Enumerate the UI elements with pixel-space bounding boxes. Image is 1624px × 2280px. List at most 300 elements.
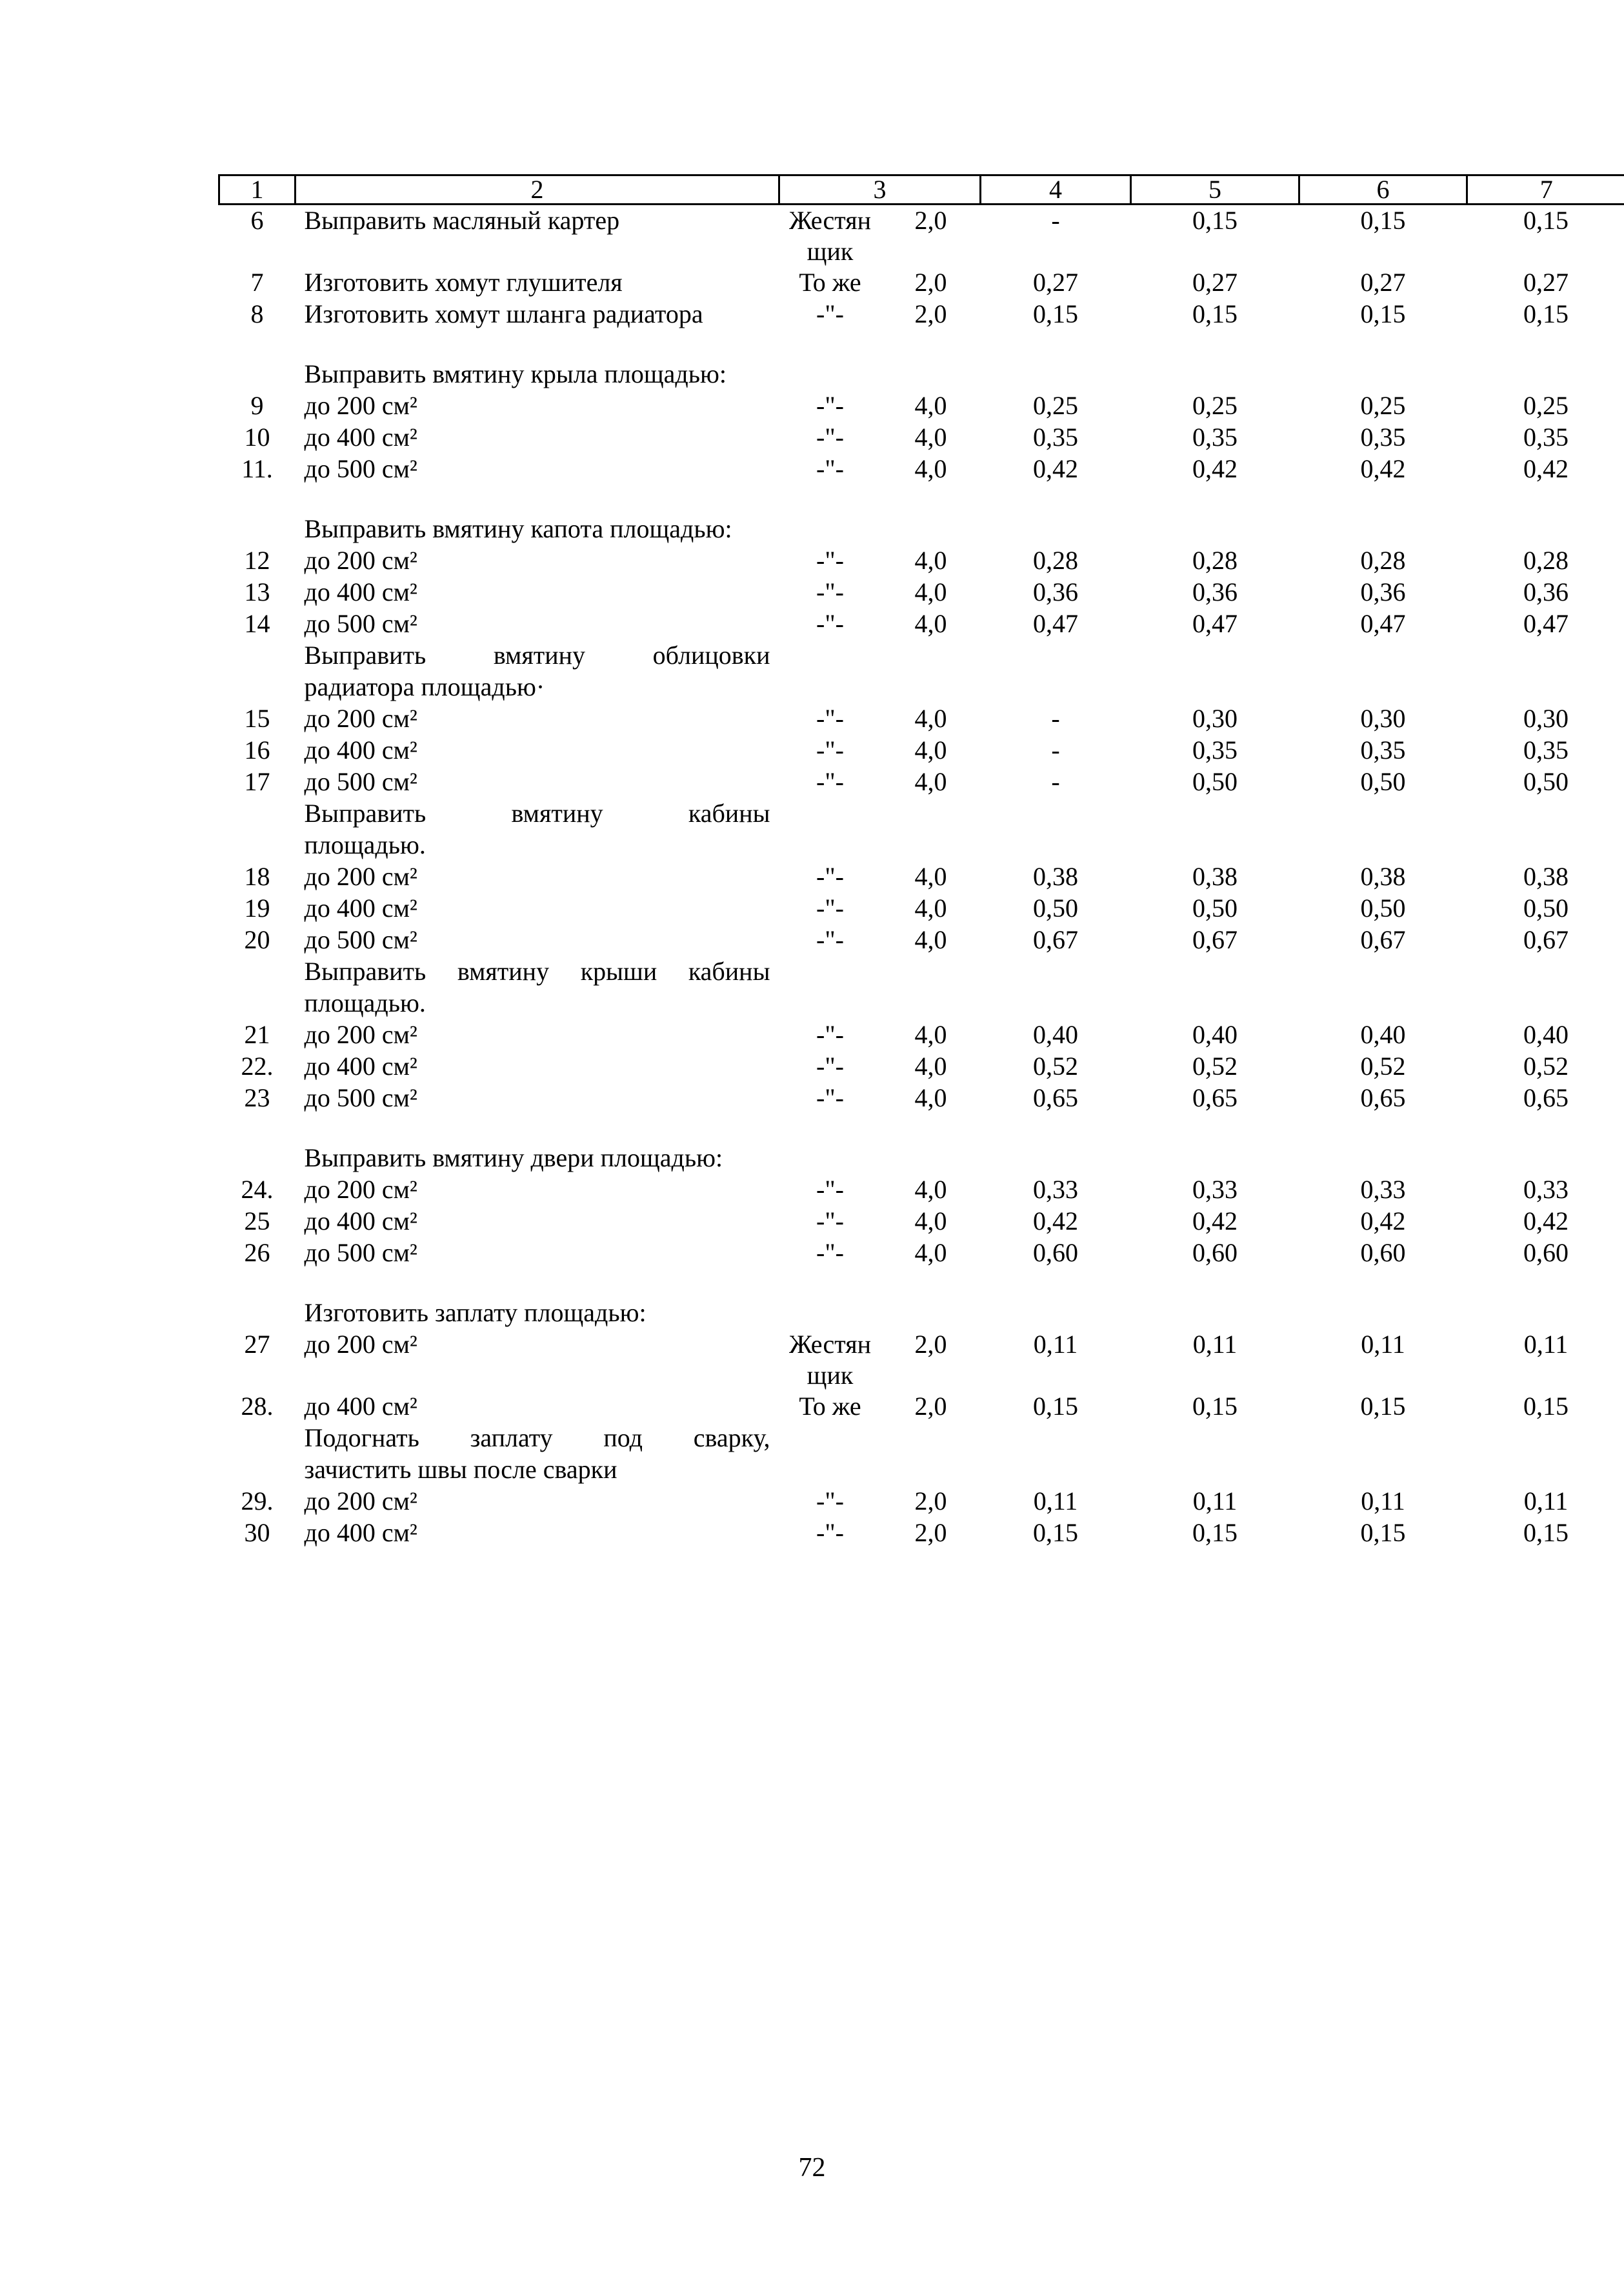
norm-col-5: 0,15: [1192, 206, 1238, 235]
category: 2,0: [914, 1330, 947, 1359]
work-description: до 200 см²: [304, 1020, 417, 1049]
worker: [779, 830, 881, 861]
category: 4,0: [914, 1020, 947, 1049]
row-number: [219, 1297, 296, 1329]
norm-col-5: 0,50: [1192, 767, 1238, 796]
group-heading-row: [219, 1297, 1624, 1329]
group-heading-row: [219, 640, 1624, 672]
norm-col-7: [1467, 988, 1624, 1019]
row-number: 10: [244, 423, 270, 452]
group-heading-row: [219, 956, 1624, 988]
worker: -"-: [816, 546, 844, 575]
norm-col-7: 0,15: [1523, 1518, 1569, 1547]
norm-col-4: [981, 988, 1131, 1019]
worker: То же: [799, 268, 861, 297]
category: 4,0: [914, 454, 947, 483]
row-number: 17: [244, 767, 270, 796]
norm-col-7: 0,35: [1523, 735, 1569, 765]
table-row: [219, 1051, 1624, 1083]
norm-col-5: 0,36: [1192, 577, 1238, 606]
group-heading-row: [219, 359, 1624, 390]
category: [881, 830, 981, 861]
norm-col-5: 0,28: [1192, 546, 1238, 575]
work-description: до 400 см²: [304, 423, 417, 452]
category: 4,0: [914, 1083, 947, 1112]
norm-col-7: [1467, 956, 1624, 988]
category: 2,0: [914, 299, 947, 328]
norm-col-5: 0,33: [1192, 1175, 1238, 1204]
work-description: Изготовить заплату площадью:: [304, 1298, 647, 1327]
norm-col-7: [1467, 514, 1624, 545]
norm-col-6: [1299, 359, 1467, 390]
work-description: до 400 см²: [304, 1052, 417, 1081]
row-number: [219, 798, 296, 830]
norm-col-6: 0,25: [1360, 391, 1406, 420]
norm-col-6: [1299, 1143, 1467, 1174]
table-row: [219, 1237, 1624, 1269]
norm-col-7: [1467, 359, 1624, 390]
row-number: 16: [244, 735, 270, 765]
norm-col-5: [1131, 640, 1299, 672]
norm-col-4: 0,47: [1033, 609, 1078, 638]
header-col-6: 6: [1299, 175, 1467, 205]
norm-col-4: [981, 956, 1131, 988]
row-number: [219, 830, 296, 861]
norm-col-4: [981, 672, 1131, 703]
worker: -"-: [816, 1052, 844, 1081]
row-number: 19: [244, 894, 270, 923]
category: 4,0: [914, 1238, 947, 1267]
row-number: 24.: [241, 1175, 274, 1204]
norm-col-5: 0,11: [1192, 1486, 1238, 1515]
norm-col-7: 0,40: [1523, 1020, 1569, 1049]
norm-col-6: 0,42: [1360, 454, 1406, 483]
norm-col-5: 0,15: [1192, 1392, 1238, 1421]
work-description: Изготовить хомут глушителя: [304, 268, 623, 297]
table-header-row: [219, 175, 1624, 205]
row-number: [219, 1143, 296, 1174]
table-row: [219, 861, 1624, 893]
spacer-cell: [219, 1114, 1624, 1143]
category: [881, 956, 981, 988]
norm-col-6: 0,15: [1360, 1392, 1406, 1421]
norm-col-4: -: [1051, 767, 1060, 796]
norm-col-6: 0,33: [1360, 1175, 1406, 1204]
norm-col-6: 0,40: [1360, 1020, 1406, 1049]
norm-col-7: 0,15: [1523, 299, 1569, 328]
header-col-7: 7: [1467, 175, 1624, 205]
norm-col-5: 0,15: [1192, 1518, 1238, 1547]
category: 4,0: [914, 925, 947, 954]
norms-table: [218, 174, 1624, 1549]
norm-col-6: 0,28: [1360, 546, 1406, 575]
norm-col-4: 0,50: [1033, 894, 1078, 923]
group-heading-row: [219, 1423, 1624, 1454]
norm-col-5: 0,38: [1192, 862, 1238, 891]
worker: -"-: [816, 1083, 844, 1112]
norm-col-7: 0,52: [1523, 1052, 1569, 1081]
norm-col-4: 0,15: [1033, 299, 1078, 328]
norm-col-7: 0,67: [1523, 925, 1569, 954]
row-number: [219, 956, 296, 988]
norm-col-7: 0,50: [1523, 894, 1569, 923]
row-number: 15: [244, 704, 270, 733]
worker: -"-: [816, 1175, 844, 1204]
table-row: [219, 925, 1624, 956]
norm-col-4: 0,42: [1033, 454, 1078, 483]
row-number: 29.: [241, 1486, 274, 1515]
category: [881, 640, 981, 672]
work-description: площадью.: [304, 988, 426, 1017]
spacer-row: [219, 1114, 1624, 1143]
work-description: площадью.: [304, 830, 426, 859]
table-row: [219, 703, 1624, 735]
worker: [779, 798, 881, 830]
row-number: [219, 359, 296, 390]
worker: [779, 988, 881, 1019]
header-col-2: 2: [296, 175, 779, 205]
norm-col-5: [1131, 1454, 1299, 1486]
work-description: до 500 см²: [304, 767, 417, 796]
norm-col-7: 0,33: [1523, 1175, 1569, 1204]
work-description: [296, 798, 779, 830]
work-description: до 500 см²: [304, 1083, 417, 1112]
category: 4,0: [914, 862, 947, 891]
justified-text: [305, 956, 770, 987]
row-number: 12: [244, 546, 270, 575]
table-row: [219, 1391, 1624, 1423]
work-description: Выправить масляный картер: [304, 206, 620, 235]
worker: -"-: [816, 704, 844, 733]
row-number: 26: [244, 1238, 270, 1267]
table-row: [219, 299, 1624, 330]
norm-col-6: [1299, 988, 1467, 1019]
norm-col-6: [1299, 1297, 1467, 1329]
norm-col-4: [981, 1143, 1131, 1174]
spacer-cell: [219, 1269, 1624, 1297]
worker: То же: [799, 1392, 861, 1421]
worker: -"-: [816, 1486, 844, 1515]
norm-col-4: 0,28: [1033, 546, 1078, 575]
norm-col-4: 0,25: [1033, 391, 1078, 420]
table-row: [219, 1486, 1624, 1517]
norm-col-7: 0,47: [1523, 609, 1569, 638]
row-number: [219, 672, 296, 703]
norm-col-5: 0,47: [1192, 609, 1238, 638]
table-row: [219, 577, 1624, 608]
row-number: 28.: [241, 1392, 274, 1421]
category: 2,0: [914, 1392, 947, 1421]
norm-col-5: [1131, 672, 1299, 703]
norm-col-6: [1299, 672, 1467, 703]
table-row: [219, 893, 1624, 925]
worker: [779, 956, 881, 988]
row-number: [219, 988, 296, 1019]
norm-col-7: [1467, 672, 1624, 703]
norm-col-4: [981, 640, 1131, 672]
norm-col-6: 0,47: [1360, 609, 1406, 638]
row-number: [219, 640, 296, 672]
norm-col-5: 0,50: [1192, 894, 1238, 923]
group-heading-row: [219, 798, 1624, 830]
group-heading-row: [219, 1143, 1624, 1174]
norm-col-7: 0,11: [1523, 1486, 1569, 1515]
page-number: 72: [798, 2153, 826, 2183]
norm-col-4: 0,36: [1033, 577, 1078, 606]
norm-col-6: [1299, 640, 1467, 672]
norm-col-7: 0,36: [1523, 577, 1569, 606]
row-number: [219, 1454, 296, 1486]
worker: [779, 1297, 881, 1329]
norm-col-5: [1131, 798, 1299, 830]
category: 2,0: [914, 206, 947, 235]
norm-col-6: [1299, 830, 1467, 861]
norm-col-7: 0,28: [1523, 546, 1569, 575]
category: 4,0: [914, 1052, 947, 1081]
norm-col-6: 0,15: [1360, 206, 1406, 235]
justified-text: [305, 640, 770, 671]
header-col-3: 3: [779, 175, 981, 205]
row-number: 25: [244, 1206, 270, 1235]
norm-col-4: 0,15: [1033, 1518, 1078, 1547]
row-number: 6: [250, 206, 264, 235]
norm-col-4: 0,15: [1033, 1392, 1078, 1421]
category: [881, 514, 981, 545]
group-heading-row: [219, 514, 1624, 545]
worker: -"-: [816, 1020, 844, 1049]
norm-col-4: [981, 1423, 1131, 1454]
norm-col-6: [1299, 1423, 1467, 1454]
justified-word: Выправить: [304, 641, 426, 670]
justified-word: облицовки: [652, 641, 770, 670]
norm-col-7: 0,50: [1523, 767, 1569, 796]
norm-col-6: 0,35: [1360, 423, 1406, 452]
norm-col-6: 0,50: [1360, 767, 1406, 796]
worker: [779, 514, 881, 545]
norm-col-7: 0,11: [1523, 1330, 1569, 1359]
norm-col-7: [1467, 1423, 1624, 1454]
category: 4,0: [914, 423, 947, 452]
norm-col-6: 0,38: [1360, 862, 1406, 891]
worker: -"-: [816, 767, 844, 796]
work-description: до 400 см²: [304, 1206, 417, 1235]
worker: -"-: [816, 454, 844, 483]
norm-col-6: 0,36: [1360, 577, 1406, 606]
norm-col-4: [981, 1297, 1131, 1329]
work-description: зачистить швы после сварки: [304, 1455, 617, 1484]
norm-col-5: [1131, 956, 1299, 988]
norm-col-7: 0,35: [1523, 423, 1569, 452]
justified-text: [305, 1423, 770, 1454]
spacer-row: [219, 1269, 1624, 1297]
norm-col-6: 0,15: [1360, 299, 1406, 328]
worker: -"-: [816, 1238, 844, 1267]
norm-col-6: 0,35: [1360, 735, 1406, 765]
justified-word: Выправить: [304, 799, 426, 828]
norm-col-7: 0,15: [1523, 1392, 1569, 1421]
justified-word: вмятину: [493, 641, 586, 670]
norm-col-4: 0,35: [1033, 423, 1078, 452]
norm-col-6: [1299, 514, 1467, 545]
table-row: [219, 267, 1624, 299]
norm-col-5: 0,35: [1192, 735, 1238, 765]
justified-word: Выправить: [304, 957, 426, 986]
worker: -"-: [816, 1518, 844, 1547]
row-number: [219, 514, 296, 545]
norm-col-4: [981, 1454, 1131, 1486]
row-number: 30: [244, 1518, 270, 1547]
row-number: 21: [244, 1020, 270, 1049]
table-row: [219, 1206, 1624, 1237]
spacer-cell: [219, 330, 1624, 359]
category: [881, 1454, 981, 1486]
row-number: 7: [250, 268, 264, 297]
norm-col-7: 0,60: [1523, 1238, 1569, 1267]
norm-col-6: [1299, 956, 1467, 988]
category: 4,0: [914, 894, 947, 923]
norm-col-6: 0,11: [1361, 1486, 1405, 1515]
table-body: [219, 205, 1624, 1550]
justified-word: вмятину: [457, 957, 550, 986]
worker: [779, 672, 881, 703]
norm-col-5: [1131, 988, 1299, 1019]
table-row: [219, 1083, 1624, 1114]
norm-col-5: 0,60: [1192, 1238, 1238, 1267]
table-row: [219, 735, 1624, 766]
norm-col-7: [1467, 1454, 1624, 1486]
worker: -"-: [816, 735, 844, 765]
norm-col-5: 0,52: [1192, 1052, 1238, 1081]
norm-col-4: 0,60: [1033, 1238, 1078, 1267]
category: 4,0: [914, 609, 947, 638]
category: 2,0: [914, 1518, 947, 1547]
work-description: до 200 см²: [304, 1330, 417, 1359]
norm-col-4: -: [1051, 206, 1060, 235]
row-number: 20: [244, 925, 270, 954]
norm-col-5: 0,35: [1192, 423, 1238, 452]
category: 4,0: [914, 735, 947, 765]
work-description: до 400 см²: [304, 577, 417, 606]
justified-text: [305, 798, 770, 829]
norm-col-7: 0,15: [1523, 206, 1569, 235]
group-heading-row: [219, 830, 1624, 861]
work-description: до 200 см²: [304, 704, 417, 733]
category: 4,0: [914, 704, 947, 733]
justified-word: под: [603, 1423, 643, 1452]
norm-col-6: 0,67: [1360, 925, 1406, 954]
category: 2,0: [914, 268, 947, 297]
justified-word: кабины: [688, 957, 770, 986]
norm-col-7: 0,25: [1523, 391, 1569, 420]
table-row: [219, 1019, 1624, 1051]
norm-col-6: 0,27: [1360, 268, 1406, 297]
norm-col-6: 0,50: [1360, 894, 1406, 923]
worker: [779, 1454, 881, 1486]
norm-col-6: 0,11: [1361, 1330, 1405, 1359]
norm-col-6: 0,52: [1360, 1052, 1406, 1081]
worker: Жестян щик: [788, 1330, 872, 1390]
row-number: [219, 1423, 296, 1454]
norm-col-6: [1299, 1454, 1467, 1486]
worker: -"-: [816, 609, 844, 638]
norm-col-7: 0,27: [1523, 268, 1569, 297]
worker: Жестян щик: [788, 206, 872, 266]
norm-col-4: 0,42: [1033, 1206, 1078, 1235]
worker: [779, 1143, 881, 1174]
norm-col-6: 0,30: [1360, 704, 1406, 733]
norm-col-4: 0,65: [1033, 1083, 1078, 1112]
norm-col-7: [1467, 1297, 1624, 1329]
norm-col-6: 0,42: [1360, 1206, 1406, 1235]
row-number: 14: [244, 609, 270, 638]
worker: [779, 359, 881, 390]
table-row: [219, 545, 1624, 577]
norm-col-5: 0,40: [1192, 1020, 1238, 1049]
norm-col-4: [981, 830, 1131, 861]
worker: [779, 640, 881, 672]
norm-col-5: 0,11: [1192, 1330, 1238, 1359]
norm-col-5: [1131, 1423, 1299, 1454]
justified-word: кабины: [688, 799, 770, 828]
norm-col-6: 0,65: [1360, 1083, 1406, 1112]
row-number: 9: [250, 391, 264, 420]
table-row: [219, 1329, 1624, 1391]
table-row: [219, 205, 1624, 268]
category: 2,0: [914, 1486, 947, 1515]
norm-col-4: 0,67: [1033, 925, 1078, 954]
header-col-4: 4: [981, 175, 1131, 205]
table-row: [219, 390, 1624, 422]
work-description: до 400 см²: [304, 1518, 417, 1547]
norm-col-4: [981, 359, 1131, 390]
norm-col-4: 0,40: [1033, 1020, 1078, 1049]
worker: -"-: [816, 391, 844, 420]
norm-col-4: [981, 514, 1131, 545]
work-description: до 500 см²: [304, 609, 417, 638]
norm-col-7: 0,65: [1523, 1083, 1569, 1112]
norm-col-5: 0,42: [1192, 1206, 1238, 1235]
category: 4,0: [914, 1206, 947, 1235]
justified-word: вмятину: [511, 799, 603, 828]
worker: [779, 1423, 881, 1454]
row-number: 23: [244, 1083, 270, 1112]
justified-word: Подогнать: [304, 1423, 419, 1452]
norm-col-7: 0,38: [1523, 862, 1569, 891]
table-row: [219, 454, 1624, 485]
work-description: до 200 см²: [304, 546, 417, 575]
row-number: 8: [250, 299, 264, 328]
category: [881, 798, 981, 830]
work-description: до 500 см²: [304, 1238, 417, 1267]
norm-col-7: 0,42: [1523, 454, 1569, 483]
work-description: Выправить вмятину крыла площадью:: [304, 359, 727, 388]
norm-col-4: -: [1051, 704, 1060, 733]
norm-col-7: 0,42: [1523, 1206, 1569, 1235]
category: [881, 672, 981, 703]
header-col-1: 1: [219, 175, 296, 205]
worker: -"-: [816, 1206, 844, 1235]
work-description: радиатора площадью·: [304, 672, 545, 701]
norm-col-5: [1131, 514, 1299, 545]
category: 4,0: [914, 1175, 947, 1204]
norm-col-7: [1467, 830, 1624, 861]
norm-col-5: [1131, 359, 1299, 390]
norm-col-7: [1467, 798, 1624, 830]
spacer-row: [219, 485, 1624, 514]
group-heading-row: [219, 1454, 1624, 1486]
table-row: [219, 1517, 1624, 1549]
work-description: до 500 см²: [304, 454, 417, 483]
